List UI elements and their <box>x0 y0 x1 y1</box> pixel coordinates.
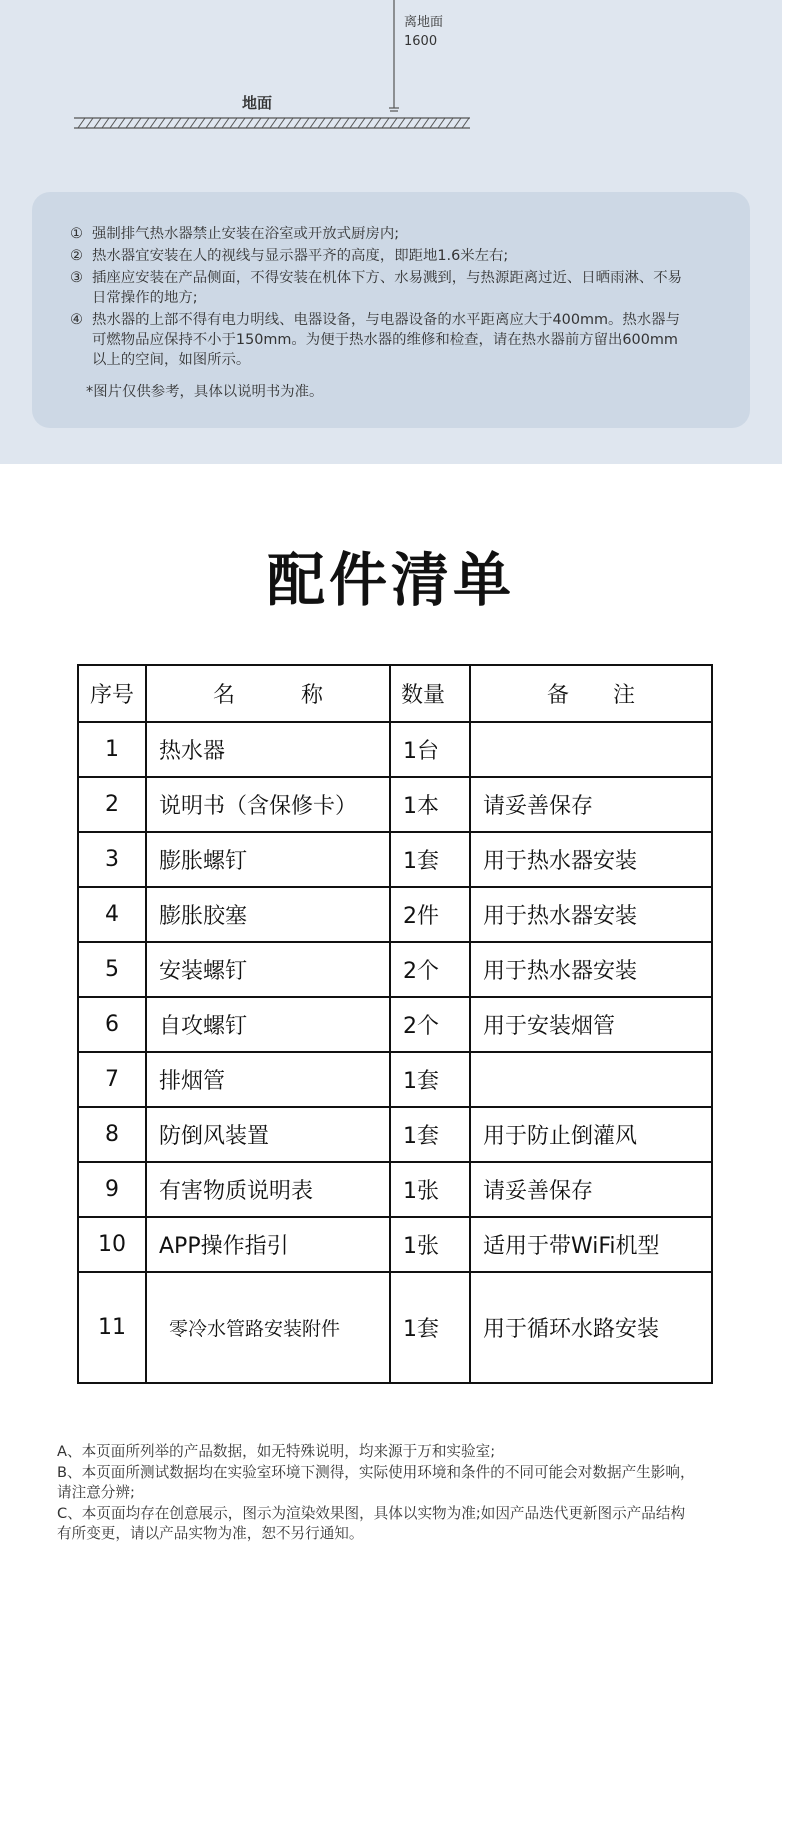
cell-quantity: 1张 <box>390 1162 470 1217</box>
cell-remark: 用于循环水路安装 <box>470 1272 712 1383</box>
hatch-stroke <box>278 118 285 128</box>
hatch-stroke <box>182 118 189 128</box>
table-row <box>78 1052 712 1107</box>
cell-name: 排烟管 <box>146 1052 390 1107</box>
hatch-stroke <box>238 118 245 128</box>
table-row <box>78 1217 712 1272</box>
cell-index: 3 <box>78 832 146 887</box>
cell-quantity: 1套 <box>390 1272 470 1383</box>
hatch-stroke <box>158 118 165 128</box>
installation-info-section <box>0 0 782 464</box>
footer-line: A、本页面所列举的产品数据，如无特殊说明，均来源于万和实验室; <box>57 1443 496 1460</box>
hatch-stroke <box>286 118 293 128</box>
cell-remark: 适用于带WiFi机型 <box>470 1217 712 1272</box>
cell-index: 4 <box>78 887 146 942</box>
hatch-stroke <box>102 118 109 128</box>
hatch-stroke <box>454 118 461 128</box>
cell-remark <box>470 1052 712 1107</box>
table-row <box>78 997 712 1052</box>
hatch-stroke <box>206 118 213 128</box>
hatch-stroke <box>326 118 333 128</box>
cell-index: 10 <box>78 1217 146 1272</box>
cell-index: 6 <box>78 997 146 1052</box>
cell-quantity: 1套 <box>390 1052 470 1107</box>
cell-index: 8 <box>78 1107 146 1162</box>
hatch-stroke <box>262 118 269 128</box>
hatch-stroke <box>198 118 205 128</box>
hatch-stroke <box>294 118 301 128</box>
hatch-stroke <box>462 118 469 128</box>
table-row <box>78 777 712 832</box>
hatch-stroke <box>310 118 317 128</box>
note-text: 插座应安装在产品侧面，不得安装在机体下方、水易溅到，与热源距离过近、日晒雨淋、不易 <box>92 270 683 286</box>
cell-index: 7 <box>78 1052 146 1107</box>
header-name: 名 称 <box>146 665 390 722</box>
cell-index: 1 <box>78 722 146 777</box>
hatch-stroke <box>230 118 237 128</box>
hatch-stroke <box>342 118 349 128</box>
hatch-stroke <box>398 118 405 128</box>
note-text: 热水器宜安装在人的视线与显示器平齐的高度，即距地1.6米左右; <box>92 248 509 264</box>
hatch-stroke <box>390 118 397 128</box>
picture-disclaimer: *图片仅供参考，具体以说明书为准。 <box>86 384 324 400</box>
cell-quantity: 2个 <box>390 997 470 1052</box>
hatch-stroke <box>358 118 365 128</box>
cell-index: 11 <box>78 1272 146 1383</box>
cell-remark: 用于防止倒灌风 <box>470 1107 712 1162</box>
footer-disclaimer <box>57 1442 695 1545</box>
cell-remark: 用于安装烟管 <box>470 997 712 1052</box>
hatch-stroke <box>190 118 197 128</box>
note-number: ④ <box>70 312 83 328</box>
hatch-stroke <box>350 118 357 128</box>
page-title: 配件清单 <box>266 546 515 614</box>
note-text: 以上的空间，如图所示。 <box>92 352 251 368</box>
hatch-stroke <box>246 118 253 128</box>
footer-line: 请注意分辨; <box>57 1484 135 1501</box>
height-label-text: 离地面 <box>404 15 444 30</box>
cell-name: 防倒风装置 <box>146 1107 390 1162</box>
table-row <box>78 832 712 887</box>
hatch-stroke <box>142 118 149 128</box>
hatch-stroke <box>166 118 173 128</box>
cell-index: 2 <box>78 777 146 832</box>
cell-name: 说明书（含保修卡） <box>146 777 390 832</box>
table-row <box>78 1272 712 1383</box>
cell-quantity: 2个 <box>390 942 470 997</box>
hatch-stroke <box>318 118 325 128</box>
note-number: ③ <box>70 270 83 286</box>
cell-index: 5 <box>78 942 146 997</box>
hatch-stroke <box>438 118 445 128</box>
hatch-stroke <box>414 118 421 128</box>
cell-remark: 请妥善保存 <box>470 777 712 832</box>
hatch-stroke <box>222 118 229 128</box>
cell-quantity: 2件 <box>390 887 470 942</box>
hatch-stroke <box>406 118 413 128</box>
table-row <box>78 1162 712 1217</box>
hatch-stroke <box>134 118 141 128</box>
hatch-stroke <box>78 118 85 128</box>
cell-quantity: 1张 <box>390 1217 470 1272</box>
cell-name: 膨胀螺钉 <box>146 832 390 887</box>
cell-remark: 用于热水器安装 <box>470 887 712 942</box>
hatch-stroke <box>446 118 453 128</box>
cell-quantity: 1本 <box>390 777 470 832</box>
table-row <box>78 722 712 777</box>
ground-label: 地面 <box>242 94 273 112</box>
table-header-row <box>78 665 712 722</box>
cell-quantity: 1套 <box>390 832 470 887</box>
height-label-value: 1600 <box>404 34 438 49</box>
height-label <box>404 13 443 51</box>
ground-hatch <box>78 118 469 128</box>
cell-quantity: 1台 <box>390 722 470 777</box>
footer-line: C、本页面均存在创意展示，图示为渲染效果图，具体以实物为准;如因产品迭代更新图示产品结构 <box>57 1504 686 1522</box>
hatch-stroke <box>150 118 157 128</box>
table-row <box>78 887 712 942</box>
table-row <box>78 1107 712 1162</box>
note-text: 可燃物品应保持不小于150mm。为便于热水器的维修和检查，请在热水器前方留出600mm <box>92 332 678 348</box>
header-index: 序号 <box>78 665 146 722</box>
cell-remark <box>470 722 712 777</box>
hatch-stroke <box>430 118 437 128</box>
hatch-stroke <box>382 118 389 128</box>
installation-notes-box <box>32 192 750 428</box>
note-number: ② <box>70 248 83 264</box>
cell-name: 零冷水管路安装附件 <box>146 1272 390 1383</box>
hatch-stroke <box>374 118 381 128</box>
hatch-stroke <box>118 118 125 128</box>
cell-name: 膨胀胶塞 <box>146 887 390 942</box>
installation-height-diagram <box>0 0 782 140</box>
note-text: 日常操作的地方; <box>92 290 198 306</box>
note-number: ① <box>70 226 83 242</box>
header-quantity: 数量 <box>390 665 470 722</box>
hatch-stroke <box>94 118 101 128</box>
cell-index: 9 <box>78 1162 146 1217</box>
cell-quantity: 1套 <box>390 1107 470 1162</box>
cell-name: APP操作指引 <box>146 1217 390 1272</box>
cell-name: 热水器 <box>146 722 390 777</box>
hatch-stroke <box>422 118 429 128</box>
cell-name: 自攻螺钉 <box>146 997 390 1052</box>
table-row <box>78 942 712 997</box>
hatch-stroke <box>174 118 181 128</box>
hatch-stroke <box>110 118 117 128</box>
note-text: 强制排气热水器禁止安装在浴室或开放式厨房内; <box>92 226 400 242</box>
cell-remark: 用于热水器安装 <box>470 942 712 997</box>
hatch-stroke <box>254 118 261 128</box>
cell-name: 安装螺钉 <box>146 942 390 997</box>
note-text: 热水器的上部不得有电力明线、电器设备，与电器设备的水平距离应大于400mm。热水器与 <box>92 312 680 328</box>
hatch-stroke <box>126 118 133 128</box>
cell-name: 有害物质说明表 <box>146 1162 390 1217</box>
hatch-stroke <box>334 118 341 128</box>
hatch-stroke <box>302 118 309 128</box>
header-remark: 备 注 <box>470 665 712 722</box>
footer-line: B、本页面所测试数据均在实验室环境下测得，实际使用环境和条件的不同可能会对数据产生影响， <box>57 1463 695 1481</box>
hatch-stroke <box>366 118 373 128</box>
hatch-stroke <box>86 118 93 128</box>
hatch-stroke <box>214 118 221 128</box>
accessory-table <box>77 664 713 1384</box>
cell-remark: 请妥善保存 <box>470 1162 712 1217</box>
cell-remark: 用于热水器安装 <box>470 832 712 887</box>
hatch-stroke <box>270 118 277 128</box>
footer-line: 有所变更，请以产品实物为准，恕不另行通知。 <box>57 1525 364 1542</box>
